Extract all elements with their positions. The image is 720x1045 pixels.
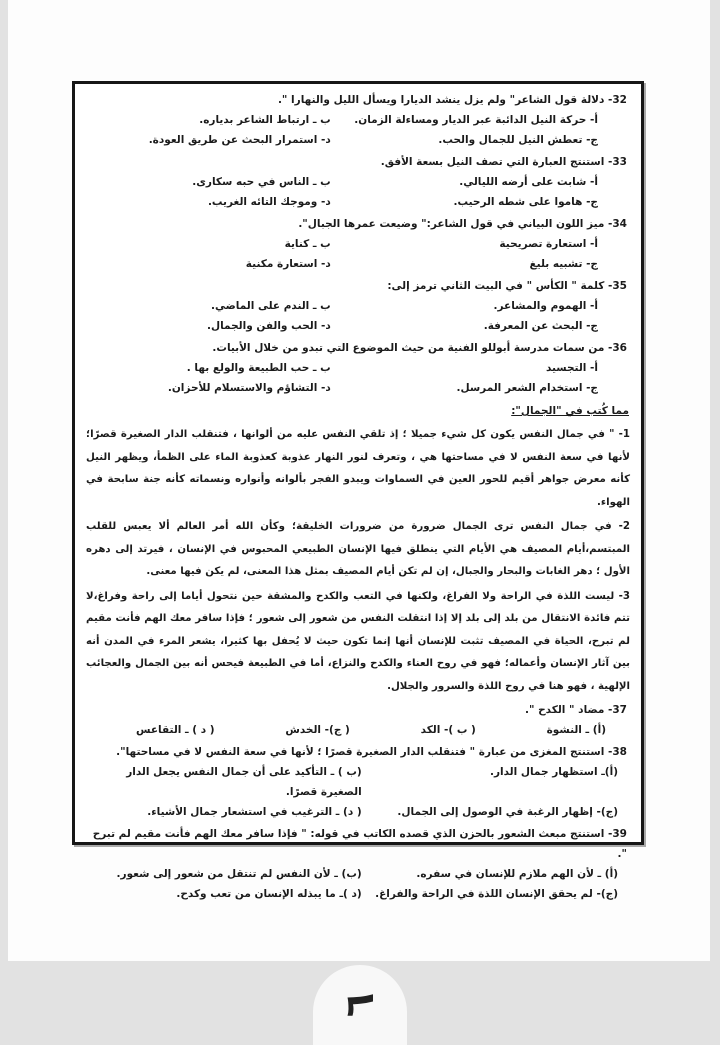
question-38-options-row-2 [84, 802, 632, 822]
question-32-option-a: أ- حركة النيل الدائبة عبر الديار ومساءلة الزمان. [354, 114, 598, 126]
question-33-text: استنتج العبارة التي تصف النيل بسعة الأفق. [380, 156, 605, 168]
question-38-text: استنتج المغزى من عبارة " فتنقلب الدار الصغيرة قصرًا ؛ لأنها في سعة النفس لا في مساحتها". [116, 746, 605, 758]
question-33-option-a: أ- شابت على أرضه الليالي. [459, 176, 598, 188]
question-39-stem [84, 824, 632, 864]
question-38-number: 38- [608, 746, 627, 758]
question-33-option-c: ج- هاموا على شطه الرحيب. [453, 196, 598, 208]
question-39-option-a: (أ) ـ لأن الهم ملازم للإنسان في سفره. [416, 868, 618, 880]
question-39-option-b: (ب) ـ لأن النفس لم تنتقل من شعور إلى شعور. [116, 868, 362, 880]
question-39-options-row-2 [84, 884, 632, 904]
question-35-option-c: ج- البحث عن المعرفة. [483, 320, 598, 332]
question-34-option-d: د- استعارة مكنية [245, 258, 331, 270]
question-37-stem [84, 700, 632, 720]
question-34-option-b: ب ـ كناية [284, 238, 331, 250]
question-39-text: استنتج مبعث الشعور بالحزن الذي قصده الكاتب في قوله: " فإذا سافر معك الهم فأنت مقيم لم تبرح ". [92, 828, 627, 860]
passage-paragraph-3: 3- ليست اللذة في الراحة ولا الفراغ، ولكنها في التعب والكدح والمشقة حين نتحول أياما إلى راحة وفراغ،لا تتم فائدة الانتقال من بلد إلى بلد إلا إذا انتقلت النفس من شعور إلى شعور ؛ فإذا سافر معك الهم فأنت مقيم لم تبرح، الحياة في المصيف تثبت للإنسان أنها إنما تكون حيث لا يُحفل بها كثيرا، يشعر المرء في المدن أنه بين آثار الإنسان وأعماله؛ فهو في روح العناء والكدح والنزاع، أما في الطبيعة فيحس أنه بين الجمال والعجائب الإلهية ، فهو هنا في روح اللذة والسرور والجلال. [86, 590, 630, 692]
question-39-options-row-1 [84, 864, 632, 884]
question-38-options-row-1 [84, 762, 632, 802]
question-36-option-d: د- التشاؤم والاستسلام للأحزان. [167, 382, 331, 394]
question-34-stem [84, 214, 632, 234]
question-35-option-a: أ- الهموم والمشاعر. [493, 300, 598, 312]
question-33-option-b: ب ـ الناس في حبه سكارى. [192, 176, 331, 188]
question-block-39 [84, 824, 632, 904]
question-36-options-row-1 [84, 358, 632, 378]
question-33-options-row-1 [84, 172, 632, 192]
question-34-text: ميز اللون البياني في قول الشاعر:" وضيعت عمرها الجبال". [298, 218, 605, 230]
question-37-option-b: ( ب )- الكد [420, 724, 476, 736]
passage-paragraph-2: 2- في جمال النفس ترى الجمال ضرورة من ضرورات الخليقة؛ وكأن الله أمر العالم ألا يعبس للقلب المبتسم،أيام المصيف هي الأيام التي ينطلق فيها الإنسان الطبيعي المحبوس في الإنسان ، فيرتد إلى دهره الأول ؛ دهر الغابات والبحار والجبال، إن لم تكن أيام المصيف بمثل هذا المعنى، لم يكن فيها معنى. [86, 521, 630, 577]
question-36-options-row-2 [84, 378, 632, 398]
question-33-option-d: د- وموجك التائه الغريب. [207, 196, 331, 208]
question-32-option-b: ب ـ ارتباط الشاعر بدياره. [199, 114, 331, 126]
question-block-37 [84, 700, 632, 740]
question-36-stem [84, 338, 632, 358]
question-block-35 [84, 276, 632, 336]
question-38-stem [84, 742, 632, 762]
question-37-text: مضاد " الكدح ". [525, 704, 605, 716]
question-38-option-b: (ب ) ـ التأكيد على أن جمال النفس يجعل الدار الصغيرة قصرًا. [126, 766, 362, 798]
question-34-options-row-1 [84, 234, 632, 254]
question-32-options-row-1 [84, 110, 632, 130]
question-32-text: دلالة قول الشاعر" ولم يزل ينشد الديارا ويسأل الليل والنهارا ". [277, 94, 605, 106]
question-36-text: من سمات مدرسة أبوللو الفنية من حيث الموضوع التي تبدو من خلال الأبيات. [212, 342, 605, 354]
question-35-number: 35- [608, 280, 627, 292]
question-block-38 [84, 742, 632, 822]
question-32-stem [84, 90, 632, 110]
question-35-option-d: د- الحب والفن والجمال. [207, 320, 331, 332]
question-34-number: 34- [608, 218, 627, 230]
question-36-option-b: ب ـ حب الطبيعة والولع بها . [186, 362, 331, 374]
page-indicator-tab[interactable] [313, 965, 407, 1045]
question-35-options-row-2 [84, 316, 632, 336]
question-37-option-c: ( ج)- الخدش [285, 724, 350, 736]
question-block-36 [84, 338, 632, 398]
question-35-options-row-1 [84, 296, 632, 316]
question-37-number: 37- [608, 704, 627, 716]
question-35-stem [84, 276, 632, 296]
question-block-34 [84, 214, 632, 274]
page-number: ٦ [336, 992, 383, 1018]
question-37-option-d: ( د ) ـ التقاعس [136, 724, 215, 736]
question-38-option-c: (ج)- إظهار الرغبة في الوصول إلى الجمال. [397, 806, 618, 818]
question-36-option-c: ج- استخدام الشعر المرسل. [456, 382, 598, 394]
question-37-option-a: (أ) ـ النشوة [546, 724, 606, 736]
question-block-32 [84, 90, 632, 150]
passage-section-header: مما كُتب في "الجمال": [511, 405, 629, 417]
question-34-options-row-2 [84, 254, 632, 274]
exam-content-frame [72, 81, 644, 900]
question-39-option-d: (د )ـ ما يبذله الإنسان من تعب وكدح. [176, 888, 362, 900]
question-block-33 [84, 152, 632, 212]
question-34-option-c: ج- تشبيه بليغ [529, 258, 598, 270]
question-38-option-a: (أ)ـ استظهار جمال الدار. [489, 766, 618, 778]
question-32-options-row-2 [84, 130, 632, 150]
question-39-option-c: (ج)- لم يحقق الإنسان اللذة في الراحة والفراغ. [375, 888, 618, 900]
question-33-options-row-2 [84, 192, 632, 212]
question-32-option-c: ج- تعطش النيل للجمال والحب. [438, 134, 598, 146]
question-33-number: 33- [608, 156, 627, 168]
question-33-stem [84, 152, 632, 172]
question-32-number: 32- [608, 94, 627, 106]
scanned-exam-page [8, 0, 710, 961]
question-35-text: كلمة " الكأس " في البيت الثاني ترمز إلى: [387, 280, 605, 292]
question-32-option-d: د- استمرار البحث عن طريق العودة. [148, 134, 331, 146]
question-39-number: 39- [608, 828, 627, 840]
question-34-option-a: أ- استعارة تصريحية [499, 238, 598, 250]
question-36-option-a: أ- التجسيد [545, 362, 598, 374]
question-38-option-d: ( د) ـ الترغيب في استشعار جمال الأشياء. [147, 806, 362, 818]
question-36-number: 36- [608, 342, 627, 354]
question-37-options-row [84, 720, 632, 740]
question-35-option-b: ب ـ الندم على الماضي. [211, 300, 331, 312]
passage-paragraph-1: 1- " في جمال النفس يكون كل شيء جميلا ؛ إذ تلقي النفس عليه من ألوانها ، فتنقلب الدار الصغيرة قصرًا؛ لأنها في سعة النفس لا في مساحتها هي ، وتعرف لنور النهار عذوبة كعذوبة الماء على الظمأ، ويظهر النيل كأنه معرض جواهر أقيم للحور العين في السماوات ويبدو الفجر بألوانه وأنواره ونسماته كأنه جنة سابحة في الهواء. [86, 429, 630, 508]
